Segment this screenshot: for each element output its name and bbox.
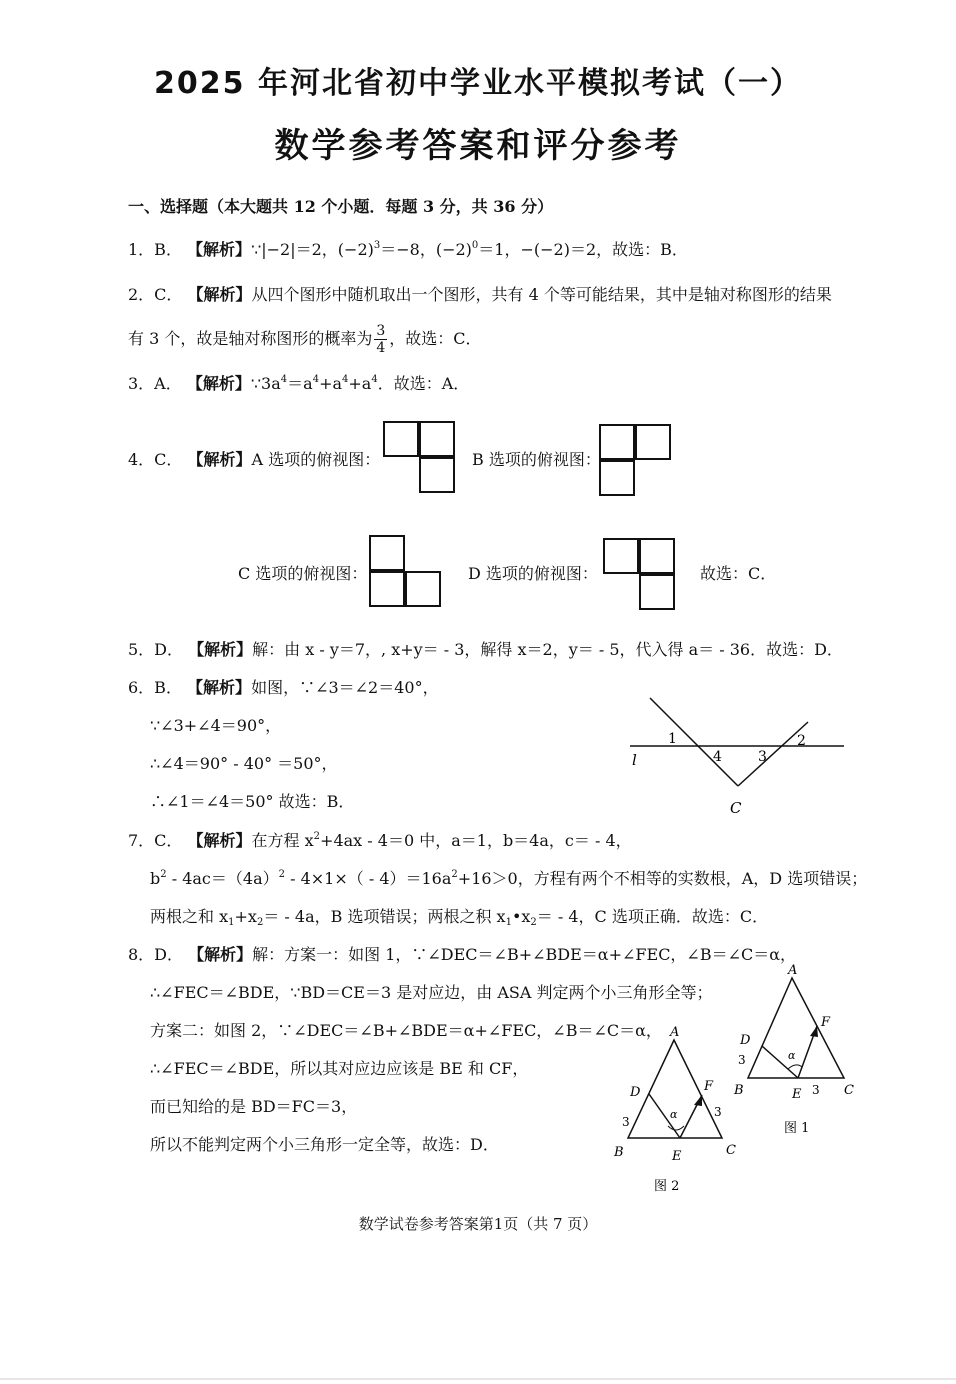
grid-cell xyxy=(639,538,675,574)
label-f: F xyxy=(821,1015,831,1030)
label-c: C xyxy=(844,1083,854,1098)
side-ce-length: 3 xyxy=(812,1083,820,1097)
q7-line3-b: +x xyxy=(234,907,257,926)
q2-number: 2．C． xyxy=(128,285,183,304)
figure-1-caption: 图 1 xyxy=(784,1121,810,1136)
q4-number: 4．C． xyxy=(128,450,183,469)
q7-line1-sup: 2 xyxy=(313,831,321,842)
label-d: D xyxy=(740,1033,751,1048)
point-c-label: C xyxy=(730,799,742,817)
q8-line3: 方案二：如图 2，∵∠DEC＝∠B+∠BDE＝α+∠FEC，∠B＝∠C＝α， xyxy=(150,1021,662,1040)
q3-sup3: 4 xyxy=(342,374,349,385)
q3-sup1: 4 xyxy=(280,374,288,385)
question-6 xyxy=(128,677,439,699)
q6-figure xyxy=(620,690,860,820)
q3-text-a: ∵3a xyxy=(250,374,281,393)
question-4 xyxy=(128,449,380,471)
question-3 xyxy=(128,373,469,395)
q8-number: 8．D． xyxy=(128,945,184,964)
q2-line2-b: ，故选：C． xyxy=(389,329,482,348)
q6-line4: ∴∠1＝∠4＝50° 故选：B． xyxy=(150,792,355,811)
q6-number: 6．B． xyxy=(128,678,182,697)
q8-line5: 而已知给的是 BD＝FC＝3， xyxy=(150,1097,358,1116)
q8-line4: ∴∠FEC＝∠BDE，所以其对应边应该是 BE 和 CF， xyxy=(150,1059,529,1078)
ray-right xyxy=(738,722,808,786)
q2-line1: 从四个图形中随机取出一个图形，共有 4 个等可能结果，其中是轴对称图形的结果 xyxy=(251,285,832,304)
arrow-f xyxy=(810,1026,818,1037)
angle-2-label: 2 xyxy=(797,733,806,749)
q3-text-e: ．故选：A． xyxy=(377,374,470,393)
q7-line2-sup3: 2 xyxy=(451,869,458,880)
angle-3-label: 3 xyxy=(758,749,767,765)
grid-cell xyxy=(599,460,635,496)
grid-cell xyxy=(419,457,455,493)
q7-number: 7．C． xyxy=(128,831,183,850)
q1-sup2: 0 xyxy=(471,240,479,251)
side-fc-length: 3 xyxy=(714,1105,722,1119)
q7-line3-e: ＝ - 4，C 选项正确．故选：C． xyxy=(536,907,769,926)
label-alpha: α xyxy=(788,1049,796,1062)
angle-1-label: 1 xyxy=(668,731,677,747)
q5-tag: 【解析】 xyxy=(188,640,253,659)
arrow-f xyxy=(694,1095,702,1106)
q5-text: 解：由 x - y＝7，, x+y＝ - 3，解得 x＝2，y＝ - 5，代入得 a＝ - 36．故选：D． xyxy=(252,640,843,659)
q2-frac-num: 3 xyxy=(376,323,386,339)
q7-line3 xyxy=(150,906,768,928)
q7-line1-a: 在方程 x xyxy=(251,831,314,850)
label-l: l xyxy=(632,751,637,769)
angle-alpha-arc xyxy=(788,1065,802,1069)
q3-number: 3．A． xyxy=(128,374,182,393)
q2-tag: 【解析】 xyxy=(187,285,252,304)
q7-line3-d: •x xyxy=(511,907,531,926)
q7-line2 xyxy=(150,868,867,890)
label-b: B xyxy=(614,1145,624,1160)
question-2-line2 xyxy=(128,322,482,356)
ray-left xyxy=(650,698,738,786)
q7-line3-s1: 1 xyxy=(228,917,235,928)
q7-line1-b: +4ax - 4＝0 中，a＝1，b＝4a，c＝ - 4， xyxy=(320,831,632,850)
q7-line2-sup2: 2 xyxy=(278,869,285,880)
label-a: A xyxy=(670,1025,680,1040)
q2-probability-fraction xyxy=(374,323,387,356)
q4-c-label: C 选项的俯视图： xyxy=(238,564,368,583)
q1-sup1: 3 xyxy=(373,240,381,251)
q1-text-a: ∵|−2|＝2，(−2) xyxy=(251,240,374,259)
q8-line6: 所以不能判定两个小三角形一定全等，故选：D． xyxy=(150,1135,499,1154)
q7-line2-a: b xyxy=(150,869,161,888)
grid-cell xyxy=(383,421,419,457)
question-2-line1 xyxy=(128,284,832,306)
q7-line2-d: +16＞0，方程有两个不相等的实数根，A，D 选项错误； xyxy=(457,869,868,888)
q4-b-label: B 选项的俯视图： xyxy=(472,450,601,469)
label-f: F xyxy=(704,1079,714,1094)
grid-cell xyxy=(405,571,441,607)
side-bd-length: 3 xyxy=(622,1115,630,1129)
grid-cell xyxy=(419,421,455,457)
q7-line3-s4: 2 xyxy=(530,917,537,928)
grid-cell xyxy=(635,424,671,460)
figure-2-caption: 图 2 xyxy=(654,1179,680,1194)
label-e: E xyxy=(792,1087,802,1102)
q7-line2-b: - 4ac＝（4a） xyxy=(166,869,279,888)
q7-line3-s2: 2 xyxy=(256,917,264,928)
grid-cell xyxy=(369,535,405,571)
q8-line1: 解：方案一：如图 1，∵∠DEC＝∠B+∠BDE＝α+∠FEC，∠B＝∠C＝α， xyxy=(252,945,797,964)
angle-4-label: 4 xyxy=(713,749,722,765)
label-e: E xyxy=(672,1149,682,1164)
side-bd-length: 3 xyxy=(738,1053,746,1067)
grid-cell xyxy=(369,571,405,607)
q6-line3: ∴∠4＝90° - 40° ＝50°， xyxy=(150,754,338,773)
q7-tag: 【解析】 xyxy=(187,831,252,850)
label-a: A xyxy=(788,963,798,978)
q6-line2: ∵∠3+∠4＝90°， xyxy=(150,716,282,735)
label-d: D xyxy=(630,1085,641,1100)
q1-number: 1．B． xyxy=(128,240,182,259)
q3-sup4: 4 xyxy=(371,374,378,385)
label-b: B xyxy=(734,1083,744,1098)
q6-line1: 如图，∵∠3＝∠2＝40°， xyxy=(251,678,439,697)
grid-cell xyxy=(639,574,675,610)
label-c: C xyxy=(726,1143,736,1158)
q7-line3-c: ＝ - 4a，B 选项错误；两根之积 x xyxy=(263,907,506,926)
q2-frac-den: 4 xyxy=(376,340,386,356)
q4-d-label: D 选项的俯视图： xyxy=(468,564,598,583)
q3-tag: 【解析】 xyxy=(186,374,251,393)
q1-tag: 【解析】 xyxy=(187,240,252,259)
question-5 xyxy=(128,639,843,661)
grid-cell xyxy=(599,424,635,460)
section-heading: 一、选择题（本大题共 12 个小题．每题 3 分，共 36 分） xyxy=(128,197,554,216)
q4-tag: 【解析】 xyxy=(187,450,252,469)
page-footer: 数学试卷参考答案第1页（共 7 页） xyxy=(358,1215,598,1233)
grid-cell xyxy=(603,538,639,574)
q1-text-c: ＝1，−(−2)＝2，故选：B． xyxy=(478,240,688,259)
exam-title: 2025 年河北省初中学业水平模拟考试（一） xyxy=(154,66,802,101)
bottom-divider xyxy=(0,1378,956,1380)
q7-line3-s3: 1 xyxy=(505,917,512,928)
q5-number: 5．D． xyxy=(128,640,184,659)
question-7 xyxy=(128,830,632,852)
q1-text-b: ＝−8，(−2) xyxy=(380,240,472,259)
label-alpha: α xyxy=(670,1108,678,1121)
answer-key-title: 数学参考答案和评分参考 xyxy=(274,126,682,166)
question-1 xyxy=(128,239,688,261)
q6-tag: 【解析】 xyxy=(187,678,252,697)
q3-sup2: 4 xyxy=(312,374,320,385)
angle-alpha-arc xyxy=(668,1126,684,1130)
q3-text-b: ＝a xyxy=(287,374,313,393)
q3-text-c: +a xyxy=(319,374,343,393)
q8-tag: 【解析】 xyxy=(188,945,253,964)
q3-text-d: +a xyxy=(348,374,372,393)
q8-line2: ∴∠FEC＝∠BDE，∵BD＝CE＝3 是对应边，由 ASA 判定两个小三角形全等； xyxy=(150,983,713,1002)
q7-line2-sup1: 2 xyxy=(160,869,167,880)
q4-a-label: A 选项的俯视图： xyxy=(251,450,381,469)
q7-line3-a: 两根之和 x xyxy=(150,907,229,926)
q2-line2-a: 有 3 个，故是轴对称图形的概率为 xyxy=(128,329,373,348)
q4-answer: 故选：C． xyxy=(700,564,777,583)
q7-line2-c: - 4×1×（ - 4）＝16a xyxy=(284,869,452,888)
question-8 xyxy=(128,944,796,966)
q8-figure-2 xyxy=(604,1018,754,1198)
